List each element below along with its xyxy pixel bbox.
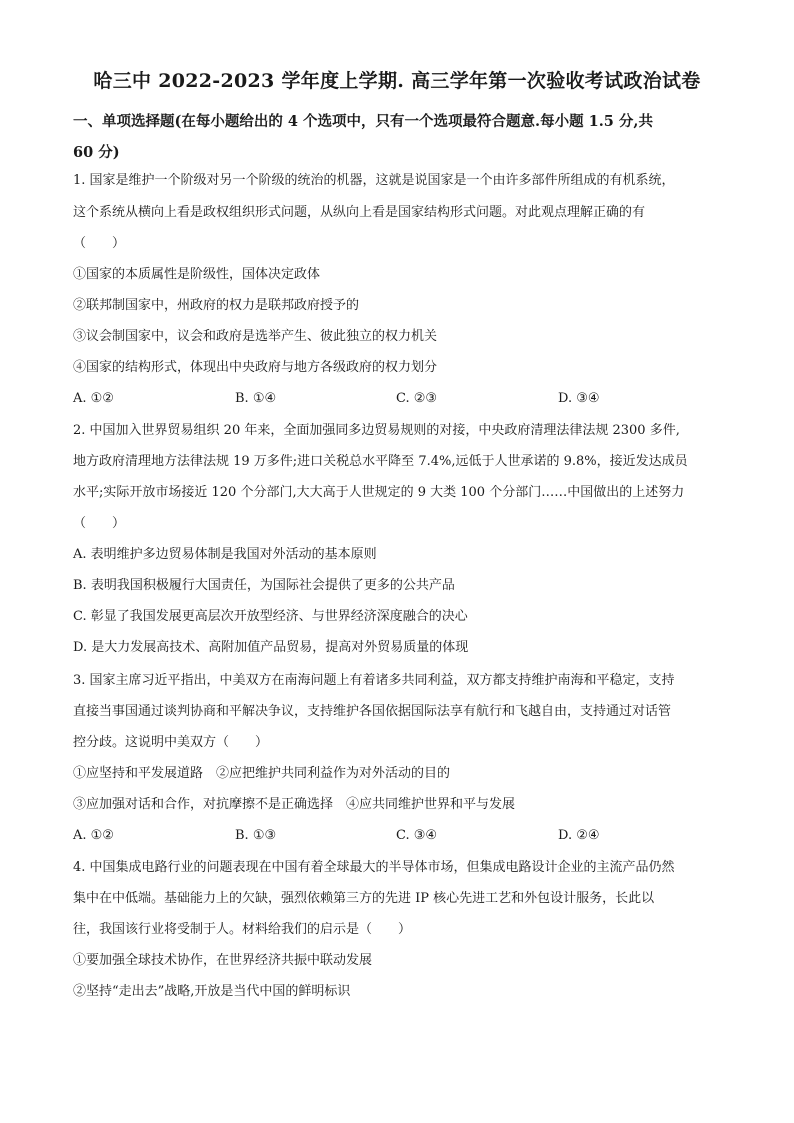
- q3-option-d: D. ②④: [558, 828, 600, 843]
- q2-option-d: D. 是大力发展高技术、高附加值产品贸易，提高对外贸易质量的体现: [73, 640, 469, 655]
- q1-option-b: B. ①④: [235, 391, 277, 406]
- q1-stem-line1: 1. 国家是维护一个阶级对另一个阶级的统治的机器，这就是说国家是一个由许多部件所组成的有机系统，: [73, 173, 675, 188]
- q4-item-2: ②坚持“走出去”战略,开放是当代中国的鲜明标识: [73, 984, 351, 999]
- q1-option-d: D. ③④: [558, 391, 600, 406]
- q1-item-1: ①国家的本质属性是阶级性，国体决定政体: [73, 267, 321, 282]
- q1-option-c: C. ②③: [396, 391, 438, 406]
- q3-stem-line2: 直接当事国通过谈判协商和平解决争议，支持维护各国依据国际法享有航行和飞越自由，支持通过对话管: [73, 704, 672, 719]
- q1-stem-line2: 这个系统从横向上看是政权组织形式问题，从纵向上看是国家结构形式问题。对此观点理解正确的有: [73, 205, 646, 220]
- q3-stem-line3: 控分歧。这说明中美双方（ ）: [73, 735, 269, 750]
- q3-option-c: C. ③④: [396, 828, 438, 843]
- q1-answer-bracket: （ ）: [73, 236, 126, 251]
- q2-stem-line3: 水平;实际开放市场接近 120 个分部门,大大高于人世规定的 9 大类 100 个分部门……中国做出的上述努力: [73, 485, 685, 500]
- q3-items-line1: ①应坚持和平发展道路 ②应把维护共同利益作为对外活动的目的: [73, 766, 451, 781]
- q2-stem-line2: 地方政府清理地方法律法规 19 万多件;进口关税总水平降至 7.4%,远低于人世承诺的 9.8%，接近发达成员: [73, 454, 688, 469]
- q3-option-a: A. ①②: [73, 828, 114, 843]
- q2-stem-line1: 2. 中国加入世界贸易组织 20 年来，全面加强同多边贸易规则的对接，中央政府清理法律法规 2300 多件,: [73, 423, 680, 438]
- q1-item-4: ④国家的结构形式，体现出中央政府与地方各级政府的权力划分: [73, 360, 438, 375]
- q2-option-c: C. 彰显了我国发展更高层次开放型经济、与世界经济深度融合的决心: [73, 609, 468, 624]
- q3-stem-line1: 3. 国家主席习近平指出，中美双方在南海问题上有着诸多共同利益，双方都支持维护南海和平稳定，支持: [73, 673, 675, 688]
- q4-stem-line1: 4. 中国集成电路行业的问题表现在中国有着全球最大的半导体市场，但集成电路设计企业的主流产品仍然: [73, 860, 675, 875]
- q4-stem-line3: 往，我国该行业将受制于人。材料给我们的启示是（ ）: [73, 922, 412, 937]
- q4-stem-line2: 集中在中低端。基础能力上的欠缺，强烈依赖第三方的先进 IP 核心先进工艺和外包设计服务，长此以: [73, 891, 655, 906]
- q2-answer-bracket: （ ）: [73, 516, 126, 531]
- section-heading: 一、单项选择题(在每小题给出的 4 个选项中，只有一个选项最符合题意.每小题 1.5 分,共: [73, 113, 653, 130]
- q1-option-a: A. ①②: [73, 391, 114, 406]
- q3-option-b: B. ①③: [235, 828, 277, 843]
- q2-option-b: B. 表明我国积极履行大国责任，为国际社会提供了更多的公共产品: [73, 578, 455, 593]
- q2-option-a: A. 表明维护多边贸易体制是我国对外活动的基本原则: [73, 547, 377, 562]
- q1-item-3: ③议会制国家中，议会和政府是选举产生、彼此独立的权力机关: [73, 329, 438, 344]
- page-title: 哈三中 2022-2023 学年度上学期. 高三学年第一次验收考试政治试卷: [93, 70, 701, 92]
- q3-items-line2: ③应加强对话和合作，对抗摩擦不是正确选择 ④应共同维护世界和平与发展: [73, 797, 516, 812]
- q1-item-2: ②联邦制国家中，州政府的权力是联邦政府授予的: [73, 298, 360, 313]
- q4-item-1: ①要加强全球技术协作，在世界经济共振中联动发展: [73, 953, 373, 968]
- section-heading-cont: 60 分): [73, 144, 120, 161]
